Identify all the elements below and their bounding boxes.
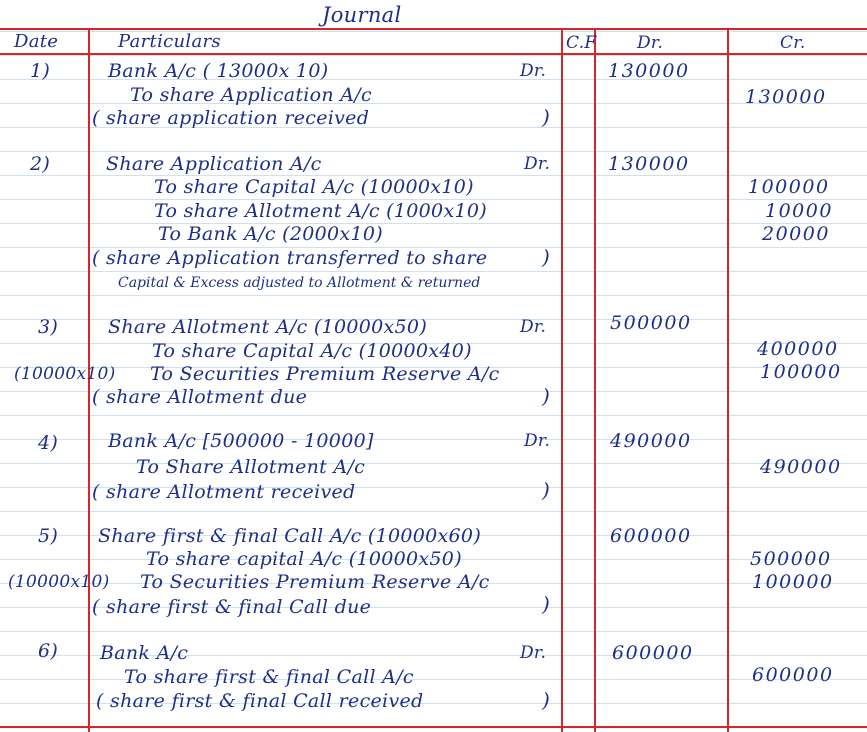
cr-amount: 500000 (750, 548, 832, 570)
dr-mark: Dr. (524, 431, 551, 451)
dr-amount: 490000 (610, 430, 692, 452)
entry-date: 2) (30, 153, 51, 175)
cr-amount: 100000 (752, 571, 834, 593)
narration-close-bracket: ) (542, 592, 550, 616)
dr-amount: 600000 (612, 642, 694, 664)
narration-close-bracket: ) (542, 478, 550, 502)
credit-line: To Securities Premium Reserve A/c (140, 571, 490, 593)
lf-column-rule (594, 28, 596, 732)
narration-line: ( share Application transferred to share (92, 247, 488, 269)
narration-line: ( share first & final Call received (96, 690, 424, 712)
side-note: (10000x10) (8, 572, 110, 592)
cr-amount: 100000 (760, 361, 842, 383)
entry-date: 5) (38, 525, 59, 547)
debit-account: Bank A/c ( 13000x 10) (108, 60, 329, 82)
entry-date: 3) (38, 316, 59, 338)
narration-line: ( share application received (92, 107, 370, 129)
header-bottom-rule (0, 53, 867, 55)
cr-amount: 400000 (757, 338, 839, 360)
header-date: Date (14, 31, 59, 52)
narration-line: Capital & Excess adjusted to Allotment & returned (118, 275, 481, 291)
narration-line: ( share Allotment due (92, 386, 308, 408)
header-particulars: Particulars (118, 31, 221, 52)
narration-close-bracket: ) (542, 688, 550, 712)
dr-amount: 130000 (608, 60, 690, 82)
debit-account: Share Allotment A/c (10000x50) (108, 316, 428, 338)
entry-date: 4) (38, 432, 59, 454)
credit-line: To share Capital A/c (10000x40) (152, 340, 472, 362)
header-top-rule (0, 28, 867, 30)
header-lf: C.F (566, 33, 597, 53)
header-cr: Cr. (780, 33, 806, 53)
bottom-rule (0, 726, 867, 728)
cr-amount: 600000 (752, 664, 834, 686)
dr-mark: Dr. (520, 61, 547, 81)
debit-account: Bank A/c (100, 642, 189, 664)
cr-amount: 20000 (762, 223, 830, 245)
credit-line: To share Application A/c (130, 84, 372, 106)
dr-mark: Dr. (520, 643, 547, 663)
dr-amount: 130000 (608, 153, 690, 175)
dr-mark: Dr. (520, 317, 547, 337)
entry-date: 6) (38, 640, 59, 662)
credit-line: To Bank A/c (2000x10) (158, 223, 383, 245)
particulars-column-rule (561, 28, 563, 732)
dr-amount: 600000 (610, 525, 692, 547)
debit-account: Share Application A/c (106, 153, 322, 175)
narration-line: ( share Allotment received (92, 481, 356, 503)
narration-close-bracket: ) (542, 384, 550, 408)
header-dr: Dr. (637, 33, 664, 53)
cr-amount: 10000 (765, 200, 833, 222)
cr-amount: 100000 (748, 176, 830, 198)
dr-mark: Dr. (524, 154, 551, 174)
dr-column-rule (727, 28, 729, 732)
debit-account: Share first & final Call A/c (10000x60) (98, 525, 482, 547)
side-note: (10000x10) (14, 364, 116, 384)
credit-line: To share capital A/c (10000x50) (146, 548, 462, 570)
cr-amount: 490000 (760, 456, 842, 478)
credit-line: To share Capital A/c (10000x10) (154, 176, 474, 198)
entry-date: 1) (30, 60, 51, 82)
credit-line: To share first & final Call A/c (124, 666, 414, 688)
credit-line: To Securities Premium Reserve A/c (150, 363, 500, 385)
cr-amount: 130000 (745, 86, 827, 108)
narration-close-bracket: ) (542, 245, 550, 269)
narration-line: ( share first & final Call due (92, 596, 372, 618)
narration-close-bracket: ) (542, 105, 550, 129)
credit-line: To share Allotment A/c (1000x10) (154, 200, 487, 222)
debit-account: Bank A/c [500000 - 10000] (108, 430, 374, 452)
dr-amount: 500000 (610, 312, 692, 334)
credit-line: To Share Allotment A/c (136, 456, 366, 478)
journal-title: Journal (322, 3, 402, 27)
